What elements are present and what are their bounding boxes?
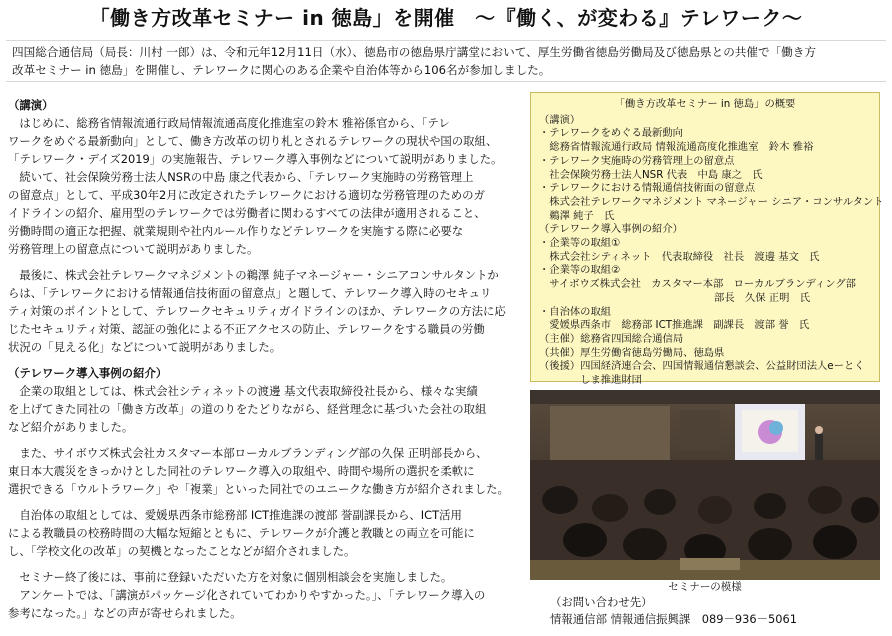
text-line: イドラインの紹介、雇用型のテレワークでは労働者に関わるすべての法律が適用されること、 xyxy=(8,206,486,220)
paragraph xyxy=(8,114,524,168)
overview-line: 株式会社テレワークマネジメント マネージャー シニア・コンサルタント xyxy=(539,195,884,208)
text-line: など紹介がありました。 xyxy=(8,420,134,434)
paragraph xyxy=(8,444,524,498)
overview-line: 総務省情報流通行政局 情報流通高度化推進室 鈴木 雅裕 xyxy=(539,141,814,154)
lead-line: 四国総合通信局（局長：川村 一郎）は、令和元年12月11日（水）、徳島市の徳島県庁講堂において、厚生労働省徳島労働局及び徳島県との共催で「働き方 xyxy=(12,45,816,59)
lead-line: 改革セミナー in 徳島」を開催し、テレワークに関心のある企業や自治体等から106名が参加しました。 xyxy=(12,63,551,77)
page-title: 「働き方改革セミナー in 徳島」を開催 ～『働く、が変わる』テレワーク～ xyxy=(89,6,803,30)
text-line: 状況の「見える化」などについて説明がありました。 xyxy=(8,340,282,354)
text-line: 労務管理上の留意点について説明がありました。 xyxy=(8,242,259,256)
text-line: アンケートでは、「講演がパッケージ化されていてわかりやすかった。」、「テレワーク導入の xyxy=(8,588,486,602)
text-line: はじめに、総務省情報流通行政局情報流通高度化推進室の鈴木 雅裕係官から、「テレ xyxy=(8,116,450,130)
paragraph xyxy=(8,168,524,258)
paragraph xyxy=(8,506,524,560)
overview-line: しま推進財団 xyxy=(539,374,642,387)
overview-line: 部長 久保 正明 氏 xyxy=(539,291,810,304)
overview-line: ・テレワーク実施時の労務管理上の留意点 xyxy=(539,154,735,167)
text-line: 「テレワーク・デイズ2019」の実施報告、テレワーク導入事例などについて説明がありました。 xyxy=(8,152,503,166)
overview-line: 株式会社シティネット 代表取締役 社長 渡邊 基文 氏 xyxy=(539,250,820,263)
overview-line: （主催）総務省四国総合通信局 xyxy=(539,332,684,345)
overview-line: 社会保険労務士法人NSR 代表 中島 康之 氏 xyxy=(539,168,763,181)
text-line: また、サイボウズ株式会社カスタマー本部ローカルブランディング部の久保 正明部長から、 xyxy=(8,446,488,460)
overview-line: （後援）四国経済連合会、四国情報通信懇談会、公益財団法人eーとく xyxy=(539,360,865,373)
overview-line: 愛媛県西条市 総務部 ICT推進課 副課長 渡部 誉 氏 xyxy=(539,319,810,332)
text-line: 自治体の取組としては、愛媛県西条市総務部 ICT推進課の渡部 誉副課長から、ICT活用 xyxy=(8,508,462,522)
article-body xyxy=(8,96,524,622)
overview-line: ・テレワークをめぐる最新動向 xyxy=(539,127,683,140)
overview-line: 鵜澤 純子 氏 xyxy=(539,209,615,222)
overview-line: ・自治体の取組 xyxy=(539,305,612,318)
text-line: 最後に、株式会社テレワークマネジメントの鵜澤 純子マネージャー・シニアコンサルタントか xyxy=(8,268,499,282)
overview-line: （テレワーク導入事例の紹介） xyxy=(539,223,683,236)
text-line: 企業の取組としては、株式会社シティネットの渡邊 基文代表取締役社長から、様々な実績 xyxy=(8,384,478,398)
photo-caption: セミナーの模様 xyxy=(668,581,742,593)
text-line: し、「学校文化の改革」の契機となったことなどが紹介されました。 xyxy=(8,544,356,558)
text-line: ワークをめぐる最新動向」として、働き方改革の切り札とされるテレワークの現状や国の取組、 xyxy=(8,134,498,148)
text-line: 労働時間の適正な把握、就業規則や社内ルール作りなどテレワークを実施する際に必要な xyxy=(8,224,464,238)
contact-info xyxy=(550,594,797,628)
contact-line: 情報通信部 情報通信振興課 089－936－5061 xyxy=(550,612,797,626)
paragraph xyxy=(8,266,524,356)
text-line: 東日本大震災をきっかけとした同社のテレワーク導入の取組や、時間や場所の選択を柔軟に xyxy=(8,464,475,478)
overview-title: 「働き方改革セミナー in 徳島」の概要 xyxy=(614,98,796,110)
text-line: 続いて、社会保険労務士法人NSRの中島 康之代表から、「テレワーク実施時の労務管理上 xyxy=(8,170,474,184)
text-line: 選択できる「ウルトラワーク」や「複業」といった同社でのユニークな働き方が紹介されました。 xyxy=(8,482,509,496)
paragraph xyxy=(8,568,524,622)
text-line: 参考になった。」などの声が寄せられました。 xyxy=(8,606,242,620)
text-line: じたセキュリティ対策、認証の強化による不正アクセスの防止、テレワークをする職員の労働 xyxy=(8,322,485,336)
paragraph xyxy=(8,382,524,436)
section-heading-case-studies: （テレワーク導入事例の紹介） xyxy=(8,366,168,380)
section-heading-lectures: （講演） xyxy=(8,98,54,112)
overview-line: （共催）厚生労働省徳島労働局、徳島県 xyxy=(539,346,725,359)
overview-line: ・企業等の取組① xyxy=(539,237,621,250)
seminar-photo xyxy=(530,390,880,580)
text-line: の留意点」として、平成30年2月に改定されたテレワークにおける適切な労務管理のためのガ xyxy=(8,188,485,202)
contact-heading: （お問い合わせ先） xyxy=(550,595,653,609)
overview-line: サイボウズ株式会社 カスタマー本部 ローカルブランディング部 xyxy=(539,278,856,291)
overview-line: ・テレワークにおける情報通信技術面の留意点 xyxy=(539,182,756,195)
text-line: らは、「テレワークにおける情報通信技術面の留意点」と題して、テレワーク導入時のセキュリ xyxy=(8,286,492,300)
lead-paragraph xyxy=(6,40,886,82)
overview-box xyxy=(530,92,884,387)
overview-line: ・企業等の取組② xyxy=(539,264,621,277)
text-line: ティ対策のポイントとして、テレワークセキュリティガイドラインのほか、テレワークの方法に応 xyxy=(8,304,506,318)
overview-line: （講演） xyxy=(539,113,581,126)
text-line: を上げてきた同社の「働き方改革」の道のりをたどりながら、経営理念に基づいた会社の取組 xyxy=(8,402,487,416)
text-line: による教職員の校務時間の大幅な短縮とともに、テレワークが介護と教職との両立を可能に xyxy=(8,526,475,540)
text-line: セミナー終了後には、事前に登録いただいた方を対象に個別相談会を実施しました。 xyxy=(8,570,453,584)
